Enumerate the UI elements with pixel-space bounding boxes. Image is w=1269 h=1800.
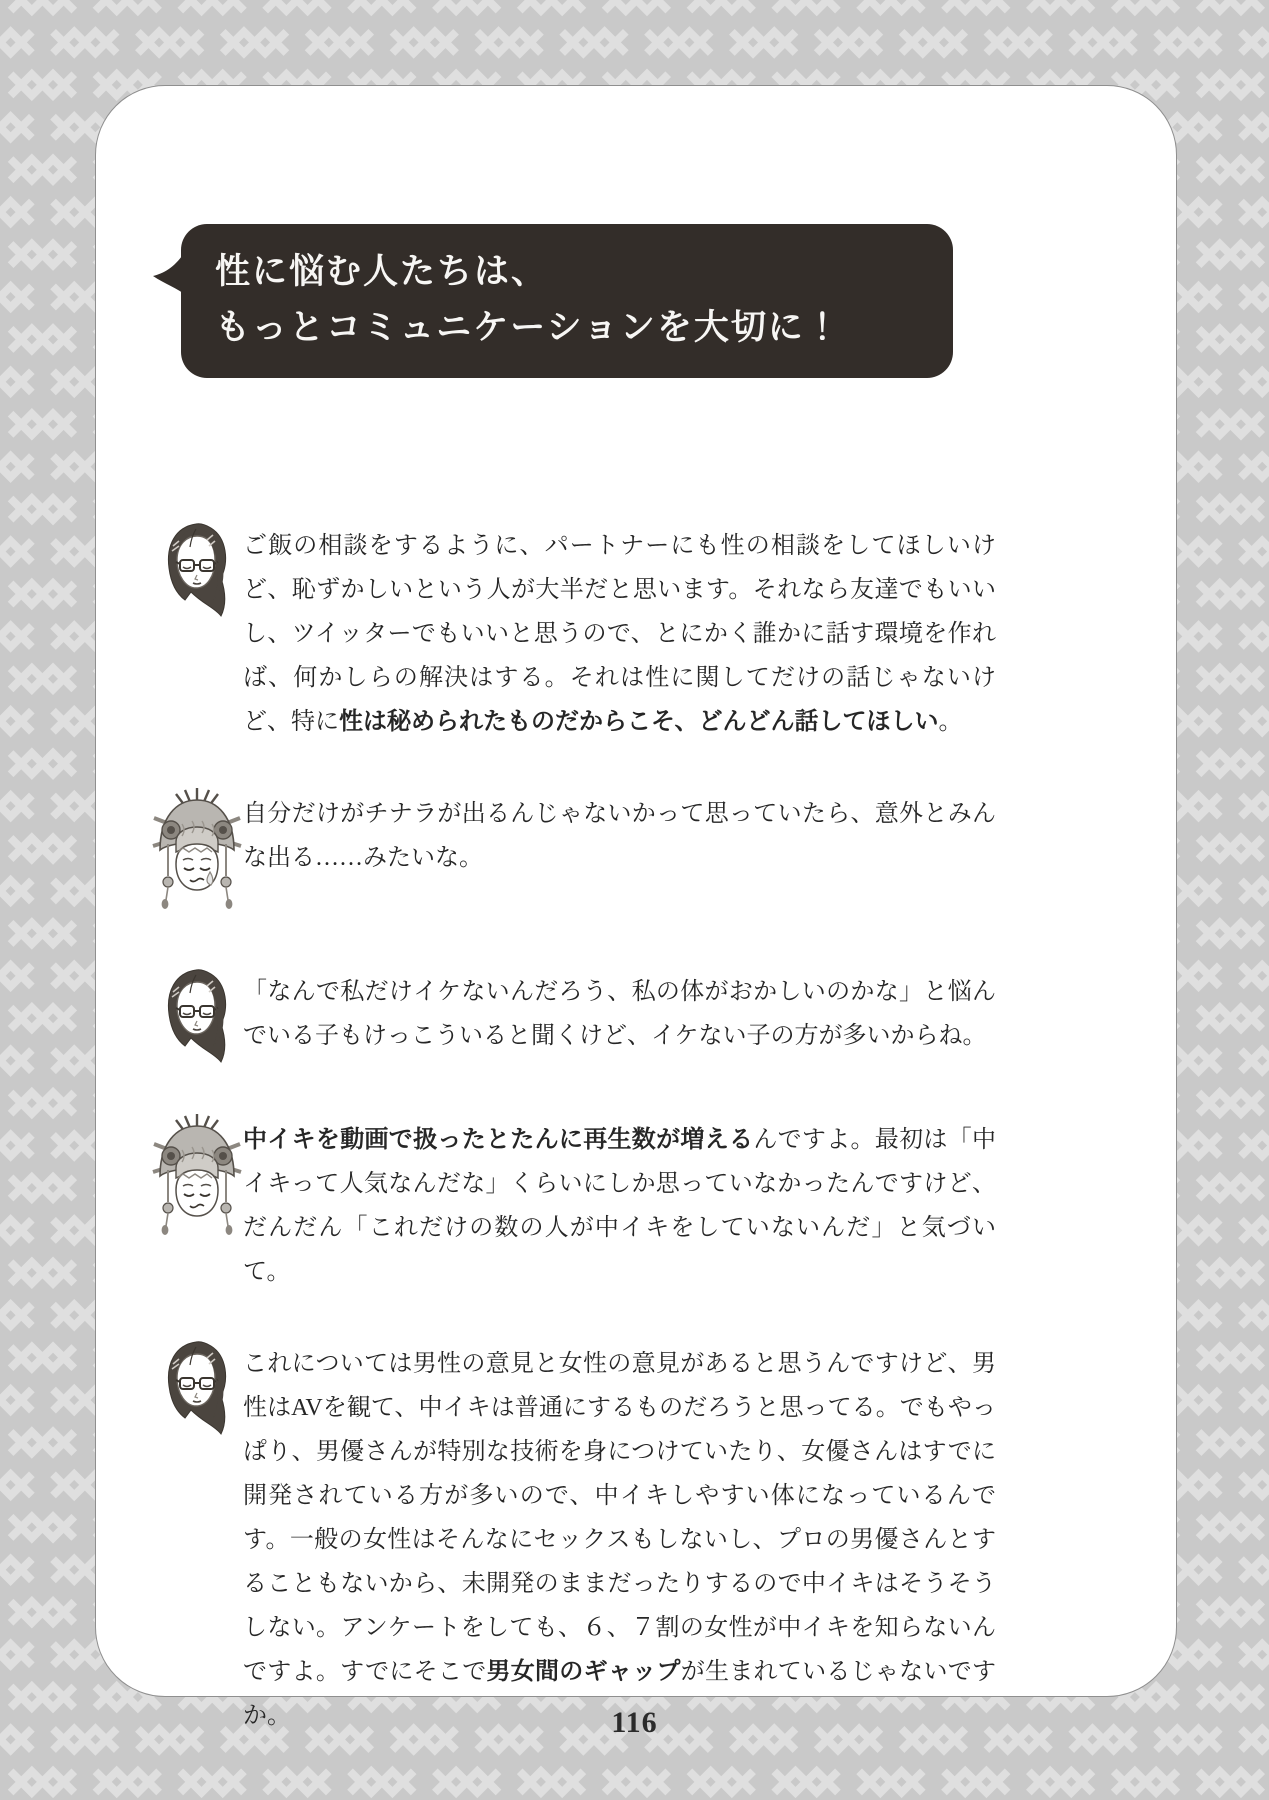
dialogue-row (151, 1118, 996, 1294)
avatar-slot (151, 520, 243, 624)
glasses-woman-avatar-icon (163, 520, 231, 624)
dialogue-text (243, 792, 996, 880)
glasses-woman-avatar-icon (163, 1338, 231, 1442)
dialogue-text (243, 524, 996, 744)
dialogue-segment: 「なんで私だけイケないんだろう、私の体がおかしいのかな」と悩んでいる子もけっこういると聞くけど、イケない子の方が多いからね。 (243, 979, 996, 1049)
dialogue-row (151, 524, 996, 744)
dialogue-row (151, 970, 996, 1070)
dialogue-text (243, 1118, 996, 1294)
title-speech-bubble (181, 224, 953, 378)
page-number: 116 (611, 1706, 658, 1739)
dialogue-row (151, 1342, 996, 1738)
dialogue-list (151, 524, 996, 1786)
speech-bubble-tail-icon (151, 246, 187, 298)
avatar-slot (151, 1338, 243, 1442)
glasses-woman-avatar-icon (163, 966, 231, 1070)
dialogue-segment-bold: 性は秘められたものだからこそ、どんどん話してほしい (339, 708, 939, 735)
dialogue-segment: ご飯の相談をするように、パートナーにも性の相談をしてほしいけど、恥ずかしいという人が大半だと思います。それなら友達でもいいし、ツイッターでもいいと思うので、とにかく誰かに話す環境を作れば、何かしらの解決はする。それは性に関してだけの話じゃないけど、特に (243, 533, 996, 735)
dialogue-segment-bold: 中イキを動画で扱ったとたんに再生数が増える (243, 1126, 754, 1153)
title-line-1: 性に悩む人たちは、 (215, 252, 549, 291)
dialogue-segment: 。 (938, 709, 963, 735)
dialogue-text (243, 1342, 996, 1738)
dialogue-segment: が生まれているじゃないですか。 (243, 1659, 997, 1729)
dialogue-segment: んですよ。最初は「中イキって人気なんだな」くらいにしか思っていなかったんですけど、だんだん「これだけの数の人が中イキをしていないんだ」と気づいて。 (243, 1127, 997, 1285)
dialogue-segment: 自分だけがチナラが出るんじゃないかって思っていたら、意外とみんな出る……みたいな。 (243, 801, 996, 871)
dialogue-text (243, 970, 996, 1058)
oiran-avatar-icon (152, 788, 242, 922)
avatar-slot (151, 788, 243, 922)
dialogue-segment-bold: 男女間のギャップ (486, 1658, 681, 1685)
dialogue-segment: これについては男性の意見と女性の意見があると思うんですけど、男性はAVを観て、中イキは普通にするものだろうと思ってる。でもやっぱり、男優さんが特別な技術を身につけていたり、女優さんはすでに開発されている方が多いので、中イキしやすい体になっているんです。一般の女性はそんなにセックスもしないし、プロの男優さんとすることもないから、未開発のままだったりするので中イキはそうそうしない。アンケートをしても、６、７割の女性が中イキを知らないんですよ。すでにそこで (243, 1351, 996, 1685)
title-line-2: もっとコミュニケーションを大切に！ (215, 308, 842, 347)
dialogue-row (151, 792, 996, 922)
oiran-avatar-icon (152, 1114, 242, 1248)
avatar-slot (151, 966, 243, 1070)
avatar-slot (151, 1114, 243, 1248)
